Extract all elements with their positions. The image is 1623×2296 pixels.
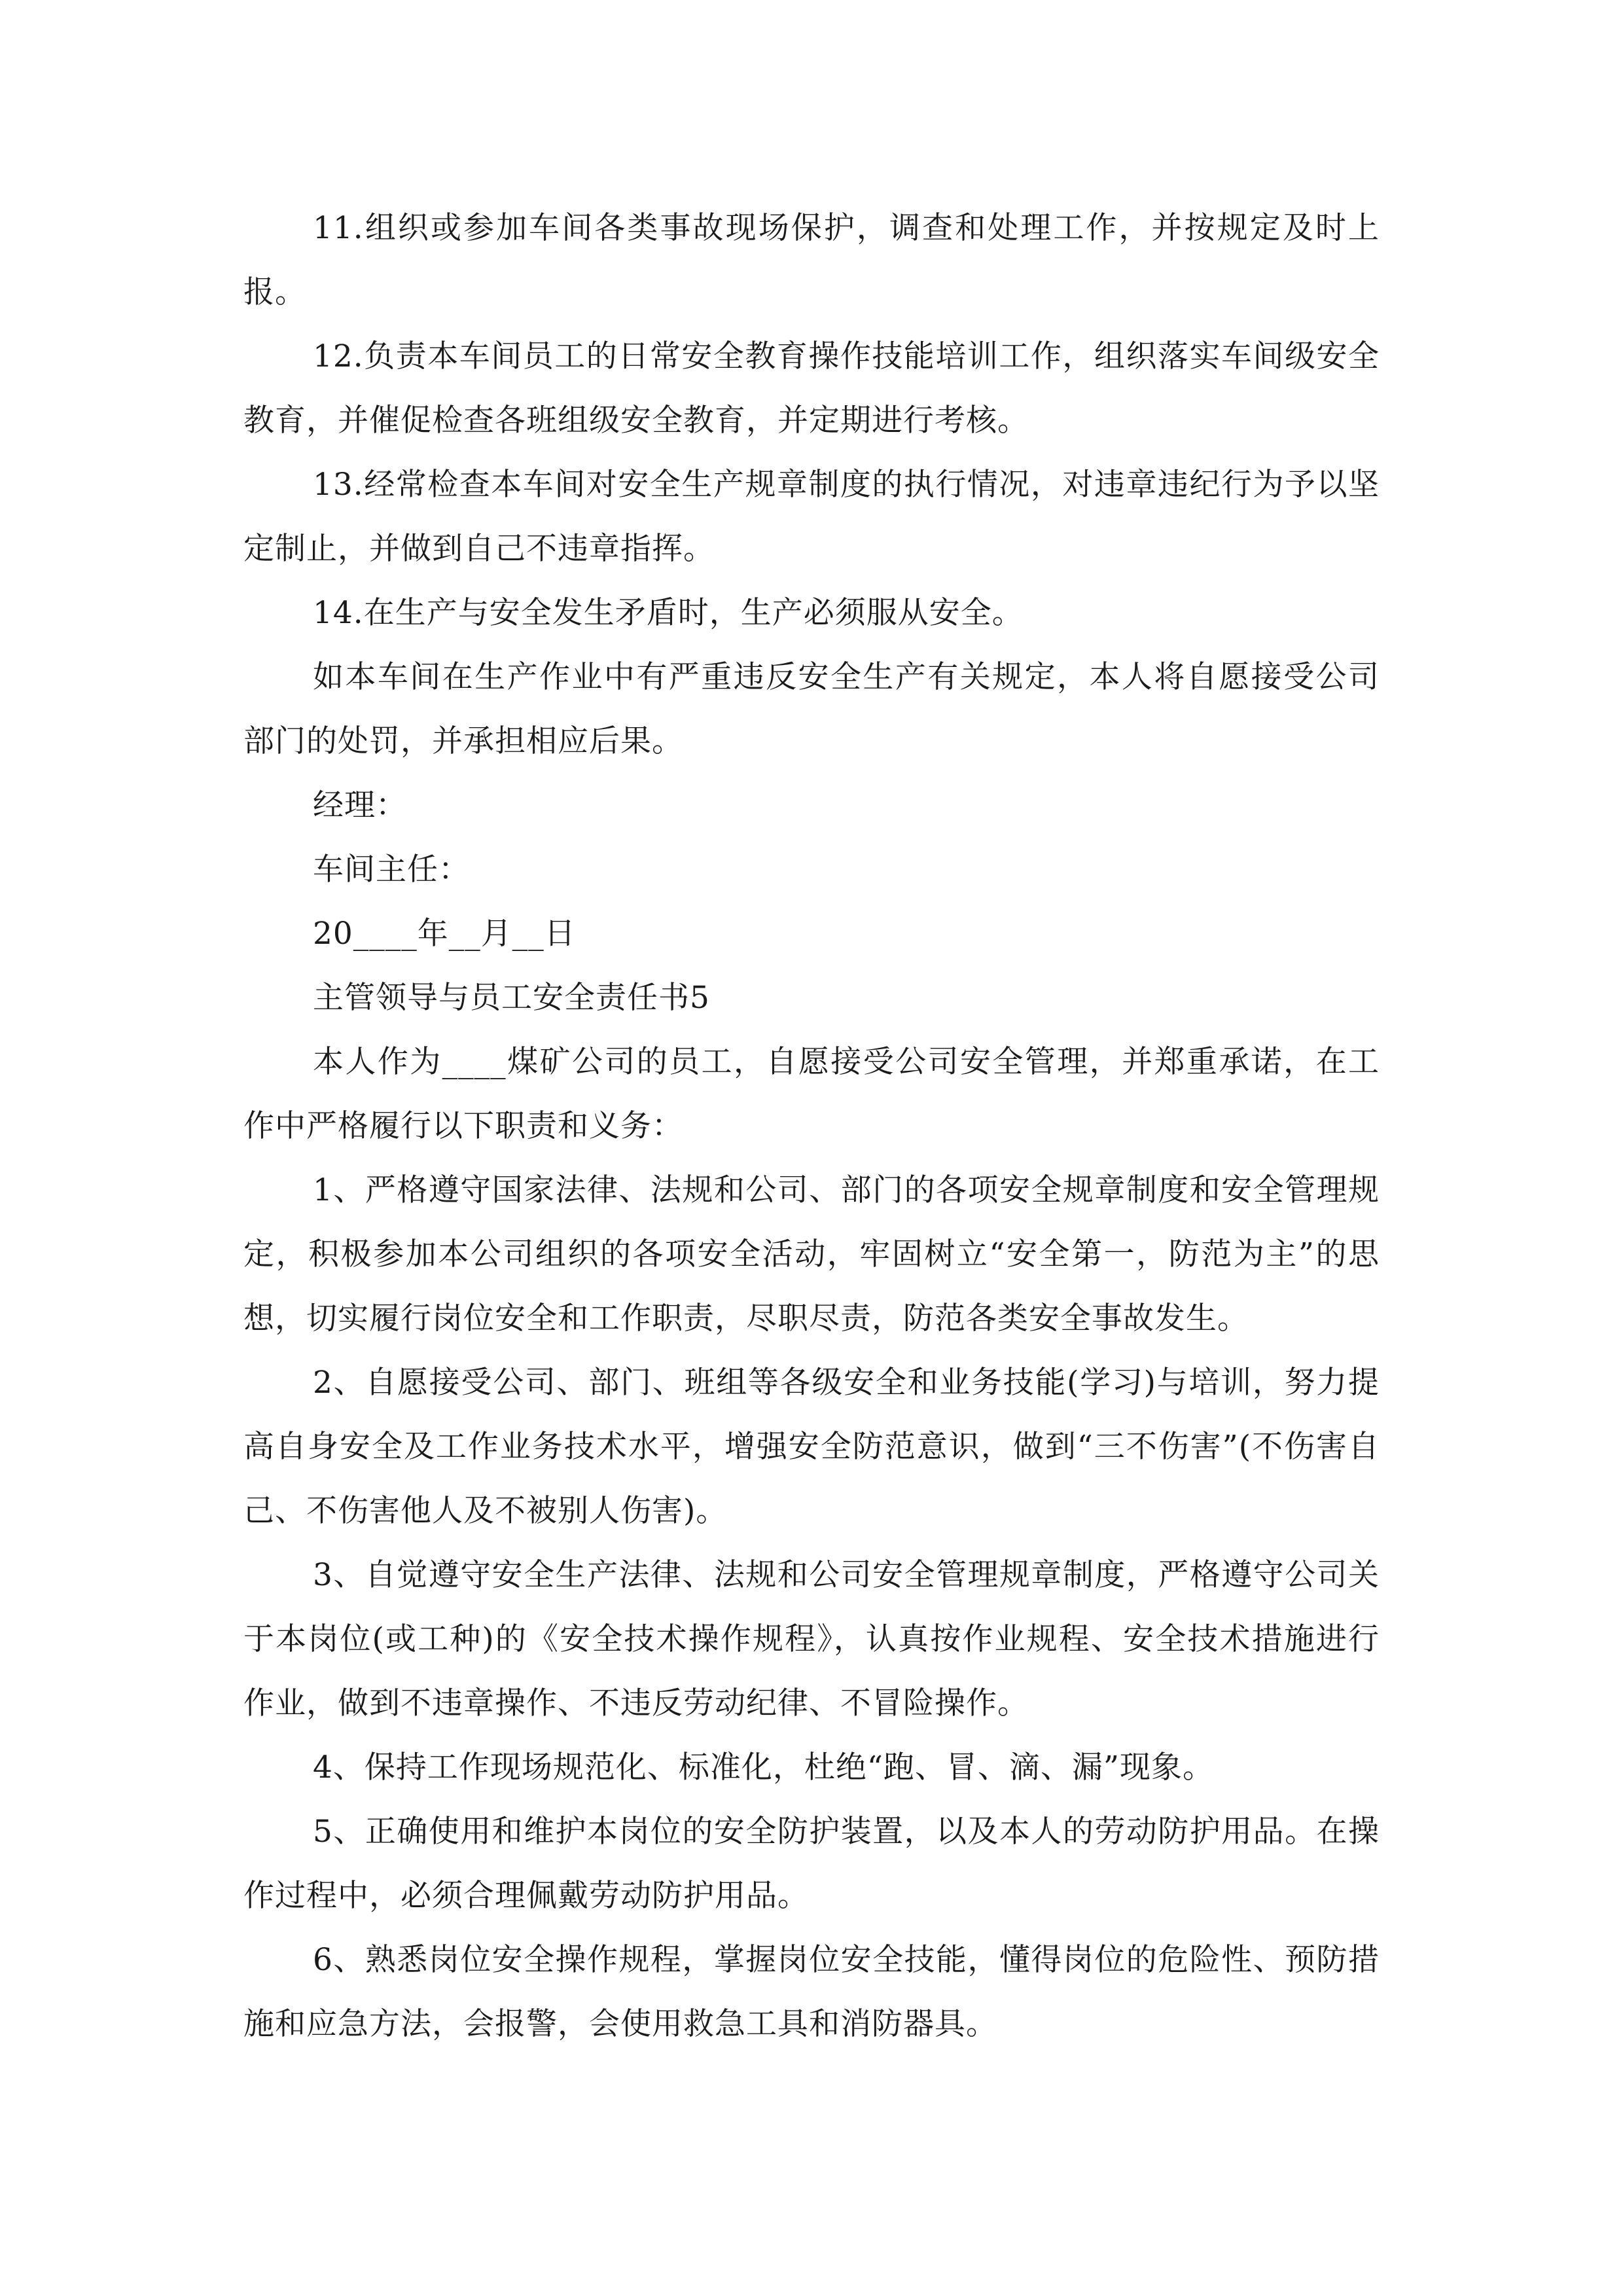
paragraph-duty-6: 6、熟悉岗位安全操作规程，掌握岗位安全技能，懂得岗位的危险性、预防措施和应急方法，会报警，会使用救急工具和消防器具。	[243, 1942, 1380, 2042]
paragraph-duty-5: 5、正确使用和维护本岗位的安全防护装置，以及本人的劳动防护用品。在操作过程中，必须合理佩戴劳动防护用品。	[243, 1814, 1380, 1914]
paragraph-item-13: 13.经常检查本车间对安全生产规章制度的执行情况，对违章违纪行为予以坚定制止，并做到自己不违章指挥。	[243, 467, 1380, 567]
paragraph-item-11: 11.组织或参加车间各类事故现场保护，调查和处理工作，并按规定及时上报。	[243, 210, 1380, 310]
paragraph-duty-4: 4、保持工作现场规范化、标准化，杜绝“跑、冒、滴、漏”现象。	[313, 1749, 1214, 1785]
paragraph-duty-2: 2、自愿接受公司、部门、班组等各级安全和业务技能(学习)与培训，努力提高自身安全及工作业务技术水平，增强安全防范意识，做到“三不伤害”(不伤害自己、不伤害他人及不被别人伤害)。	[243, 1365, 1380, 1529]
paragraph-duty-3: 3、自觉遵守安全生产法律、法规和公司安全管理规章制度，严格遵守公司关于本岗位(或工种)的《安全技术操作规程》，认真按作业规程、安全技术措施进行作业，做到不违章操作、不违反劳动纪律、不冒险操作。	[243, 1557, 1380, 1721]
paragraph-item-12: 12.负责本车间员工的日常安全教育操作技能培训工作，组织落实车间级安全教育，并催促检查各班组级安全教育，并定期进行考核。	[243, 338, 1380, 439]
signature-date: 20____年__月__日	[313, 916, 576, 952]
paragraph-item-14: 14.在生产与安全发生矛盾时，生产必须服从安全。	[313, 595, 1024, 631]
section-title: 主管领导与员工安全责任书5	[313, 980, 710, 1016]
paragraph-intro: 本人作为____煤矿公司的员工，自愿接受公司安全管理，并郑重承诺，在工作中严格履行以下职责和义务：	[243, 1044, 1380, 1144]
paragraph-duty-1: 1、严格遵守国家法律、法规和公司、部门的各项安全规章制度和安全管理规定，积极参加本公司组织的各项安全活动，牢固树立“安全第一，防范为主”的思想，切实履行岗位安全和工作职责，尽职尽责，防范各类安全事故发生。	[243, 1172, 1380, 1336]
paragraph-penalty-clause: 如本车间在生产作业中有严重违反安全生产有关规定，本人将自愿接受公司部门的处罚，并承担相应后果。	[243, 659, 1380, 759]
signature-workshop-director: 车间主任：	[313, 852, 470, 888]
document-body	[243, 196, 1380, 2056]
signature-manager: 经理：	[313, 787, 407, 823]
